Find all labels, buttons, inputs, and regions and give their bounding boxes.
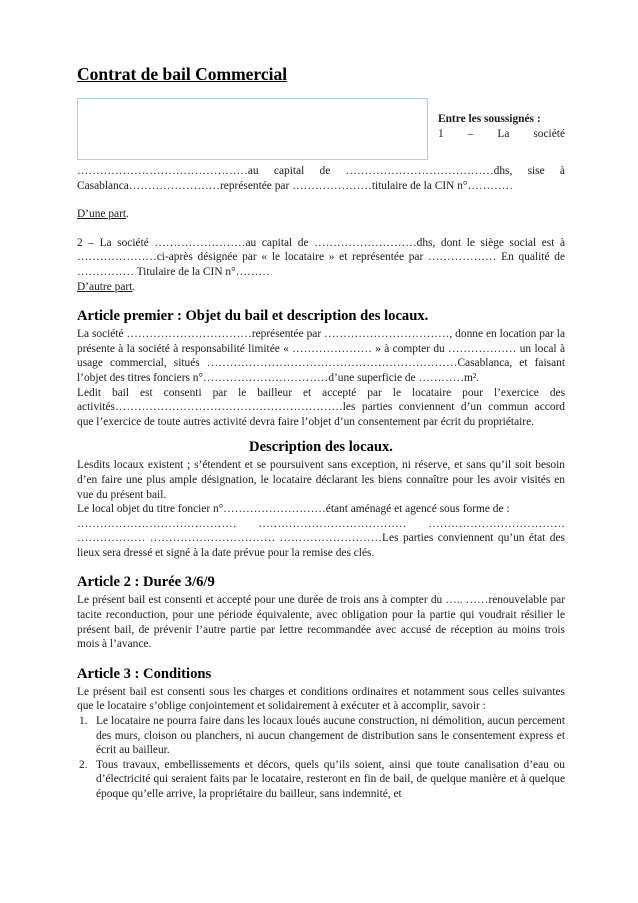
description-paragraph2: Le local objet du titre foncier n°………………………étant aménagé et agencé sous forme de : [77, 503, 510, 516]
condition-1-number: 1. [79, 715, 88, 728]
article1-paragraph1: La société ……………………………représentée par ……………………………, donne en location par la présente à la société à responsabilité limitée « ………………… » à compter du ……………… un local à usage commercial, situés …………………………………………………………Casablanca, et faisant l’objet des titres fonciers n°……………………………d’une superficie de …………m². [77, 328, 565, 384]
entre-soussignes-label: Entre les soussignés : [438, 113, 541, 125]
description-paragraph1: Lesdits locaux existent ; s’étendent et se poursuivent sans exception, ni réserve, et sans qu’il soit besoin d’en faire une plus ample désignation, le locataire déclarant les biens connaître pour les avoir visités en vue du présent bail. [77, 459, 565, 501]
description-paragraph3: …………………………………… ………………………………… ……………………………… ……………… …………………………… ………………………Les parties conviennent qu’un état des lieux sera dressé et signé à la date prévue pour la remise des clés. [77, 517, 565, 559]
article3-intro: Le présent bail est consenti sous les charges et conditions ordinaires et notamment sous celles suivantes que le locataire s’oblige conjointement et solidairement à exécuter et à accomplir, savoir : [77, 685, 565, 713]
condition-1-text: Le locataire ne pourra faire dans les locaux loués aucune construction, ni démolition, aucun percement des murs, cloison ou planchers, ni aucun changement de distribution sans le consentement express et écrit au bailleur. [96, 715, 565, 757]
article2-body: Le présent bail est consenti et accepté pour une durée de trois ans à compter du ….. ……renouvelable par tacite reconduction, pour une période équivalente, avec obligation pour la partie qui voudrait résilier le présent bail, de prévenir l’autre partie par lettre recommandée avec accusé de réception au moins trois mois à l’avance. [77, 594, 565, 651]
article1-paragraph2: Ledit bail est consenti par le bailleur et accepté par le locataire pour l’exercice des activités……………………………………………………les parties conviennent d’un commun accord que l’exercice de toute autres activité devra faire l’objet d’un consentement par écrit du propriétaire. [77, 386, 565, 428]
condition-2-text: Tous travaux, embellissements et décors, quels qu’ils soient, ainsi que toute canalisation d’eau ou d’électricité qui seraient faits par le locataire, resteront en fin de bail, de quelque manière et à quelque époque qu’elle arrive, la propriétaire du bailleur, sans indemnité, et [96, 758, 565, 800]
contract-title: Contrat de bail Commercial [77, 64, 288, 84]
party1-text: 1 – La société ………………………………………au capital de …………………………………dhs, sise à Casablanca……………………représentée par …………………titulaire de la CIN n°………… [77, 127, 565, 192]
dune-part-line [77, 207, 565, 222]
dautre-part-period: . [132, 280, 136, 293]
condition-item-1 [77, 714, 565, 758]
dautre-part-line [77, 280, 565, 295]
article1-heading: Article premier : Objet du bail et description des locaux. [77, 308, 429, 325]
empty-textbox [77, 98, 428, 160]
dune-part-period: . [126, 208, 129, 221]
dune-part-text: D’une part [77, 208, 127, 221]
article3-heading: Article 3 : Conditions [77, 665, 212, 682]
party2-text: 2 – La société ……………………au capital de ………………………dhs, dont le siège social est à …………………ci-après désignée par « le locataire » et représentée par ……………… En qualité de …………… Titulaire de la CIN n°……… [77, 236, 565, 278]
condition-2-number: 2. [79, 758, 88, 771]
article2-heading: Article 2 : Durée 3/6/9 [77, 574, 215, 591]
description-heading: Description des locaux. [249, 439, 393, 456]
condition-item-2 [77, 758, 565, 802]
dautre-part-text: D’autre part [77, 280, 133, 293]
party2-paragraph [77, 236, 565, 280]
